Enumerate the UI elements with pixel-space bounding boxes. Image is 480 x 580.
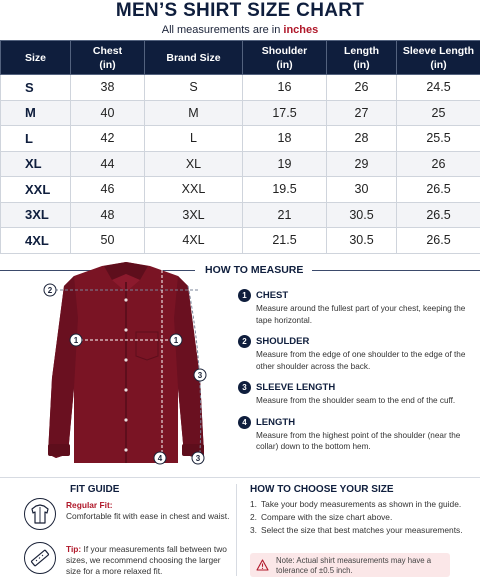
cell-sleeve-length: 25	[397, 100, 480, 126]
cell-size: XXL	[1, 177, 71, 203]
cell-sleeve-length: 24.5	[397, 75, 480, 101]
column-header-chest: Chest (in)	[71, 41, 145, 75]
column-header-shoulder: Shoulder (in)	[243, 41, 327, 75]
svg-text:3: 3	[197, 371, 203, 380]
size-chart-table	[0, 40, 480, 254]
cell-shoulder: 21.5	[243, 228, 327, 254]
svg-text:1: 1	[173, 336, 179, 345]
subtitle-prefix: All measurements are in	[161, 24, 281, 36]
table-row	[1, 100, 480, 126]
cell-length: 26	[327, 75, 397, 101]
measure-steps-list	[238, 290, 468, 463]
table-row	[1, 202, 480, 228]
svg-text:4: 4	[157, 454, 163, 463]
page-subtitle	[0, 24, 480, 36]
table-row	[1, 228, 480, 254]
column-header-brand-size: Brand Size	[145, 41, 243, 75]
tip-description: If your measurements fall between two sizes, we recommend choosing the larger size for a more relaxed fit.	[66, 544, 227, 576]
regular-fit-description: Comfortable fit with ease in chest and waist.	[66, 511, 230, 521]
measure-marker-2	[44, 284, 56, 296]
cell-sleeve-length: 26	[397, 151, 480, 177]
regular-fit-label: Regular Fit:	[66, 500, 113, 510]
column-header-sleeve-length: Sleeve Length (in)	[397, 41, 480, 75]
cell-brand-size: L	[145, 126, 243, 152]
warning-icon	[256, 559, 269, 571]
table-row	[1, 151, 480, 177]
cell-length: 30	[327, 177, 397, 203]
section-rule-right	[312, 270, 480, 271]
step-number: 2	[238, 335, 251, 348]
cell-sleeve-length: 26.5	[397, 177, 480, 203]
cell-shoulder: 21	[243, 202, 327, 228]
column-header-length: Length (in)	[327, 41, 397, 75]
cell-brand-size: XXL	[145, 177, 243, 203]
step-description: Measure from the edge of one shoulder to the edge of the other shoulder across the back.	[256, 350, 466, 371]
list-item: 2. Compare with the size chart above.	[250, 512, 393, 522]
cell-brand-size: S	[145, 75, 243, 101]
table-row	[1, 126, 480, 152]
cell-sleeve-length: 26.5	[397, 202, 480, 228]
cell-brand-size: 3XL	[145, 202, 243, 228]
table-row	[1, 75, 480, 101]
fit-guide-tip	[66, 544, 234, 577]
step-title: SHOULDER	[256, 336, 310, 347]
column-divider	[236, 484, 237, 576]
measure-step-length	[238, 417, 468, 453]
step-description: Measure from the highest point of the shoulder (near the collar) down to the bottom hem.	[256, 430, 461, 451]
cell-chest: 50	[71, 228, 145, 254]
table-header-row	[1, 41, 480, 75]
svg-text:2: 2	[47, 286, 53, 295]
page-title: MEN’S SHIRT SIZE CHART	[115, 0, 365, 21]
how-to-measure-heading: HOW TO MEASURE	[205, 264, 304, 276]
step-title: LENGTH	[256, 416, 296, 428]
cell-shoulder: 17.5	[243, 100, 327, 126]
measure-step-shoulder	[238, 336, 468, 372]
step-title: SLEEVE LENGTH	[256, 382, 336, 393]
measure-step-sleeve-length	[238, 382, 468, 407]
measure-marker-4	[154, 452, 166, 464]
fit-guide-heading: FIT GUIDE	[70, 484, 120, 495]
cell-shoulder: 16	[243, 75, 327, 101]
svg-text:3: 3	[195, 454, 201, 463]
cell-size: L	[1, 126, 71, 152]
step-number: 4	[238, 416, 251, 429]
cell-sleeve-length: 25.5	[397, 126, 480, 152]
step-description: Measure around the fullest part of your chest, keeping the tape horizontal.	[256, 304, 466, 325]
shirt-illustration	[28, 258, 223, 470]
list-item: 3. Select the size that best matches your measurements.	[250, 525, 463, 535]
cell-sleeve-length: 26.5	[397, 228, 480, 254]
fit-guide-regular	[66, 500, 234, 522]
cell-length: 29	[327, 151, 397, 177]
cell-chest: 42	[71, 126, 145, 152]
cell-brand-size: 4XL	[145, 228, 243, 254]
step-description: Measure from the shoulder seam to the end of the cuff.	[256, 396, 456, 405]
cell-chest: 46	[71, 177, 145, 203]
step-number: 1	[238, 289, 251, 302]
cell-brand-size: M	[145, 100, 243, 126]
cell-chest: 38	[71, 75, 145, 101]
cell-length: 28	[327, 126, 397, 152]
table-row	[1, 177, 480, 203]
cell-size: 4XL	[1, 228, 71, 254]
tolerance-note	[250, 553, 450, 577]
cell-shoulder: 19	[243, 151, 327, 177]
cell-chest: 48	[71, 202, 145, 228]
shirt-icon	[48, 262, 204, 463]
cell-length: 30.5	[327, 202, 397, 228]
note-text: Note: Actual shirt measurements may have a tolerance of ±0.5 inch.	[276, 556, 432, 575]
measuring-tape-icon	[24, 542, 56, 574]
cell-length: 30.5	[327, 228, 397, 254]
choose-size-list	[250, 499, 468, 538]
cell-size: S	[1, 75, 71, 101]
cell-chest: 44	[71, 151, 145, 177]
subtitle-unit: inches	[283, 24, 319, 36]
step-title: CHEST	[256, 290, 289, 301]
cell-length: 27	[327, 100, 397, 126]
cell-shoulder: 19.5	[243, 177, 327, 203]
cell-shoulder: 18	[243, 126, 327, 152]
section-divider	[0, 477, 480, 478]
column-header-size: Size	[1, 41, 71, 75]
measure-step-chest	[238, 290, 468, 326]
cell-size: M	[1, 100, 71, 126]
list-item: 1. Take your body measurements as shown in the guide.	[250, 499, 462, 509]
step-number: 3	[238, 381, 251, 394]
cell-brand-size: XL	[145, 151, 243, 177]
cell-chest: 40	[71, 100, 145, 126]
tip-label: Tip:	[66, 544, 82, 554]
choose-size-heading: HOW TO CHOOSE YOUR SIZE	[250, 484, 394, 495]
cell-size: XL	[1, 151, 71, 177]
cell-size: 3XL	[1, 202, 71, 228]
shirt-outline-icon	[24, 498, 56, 530]
svg-text:1: 1	[73, 336, 79, 345]
